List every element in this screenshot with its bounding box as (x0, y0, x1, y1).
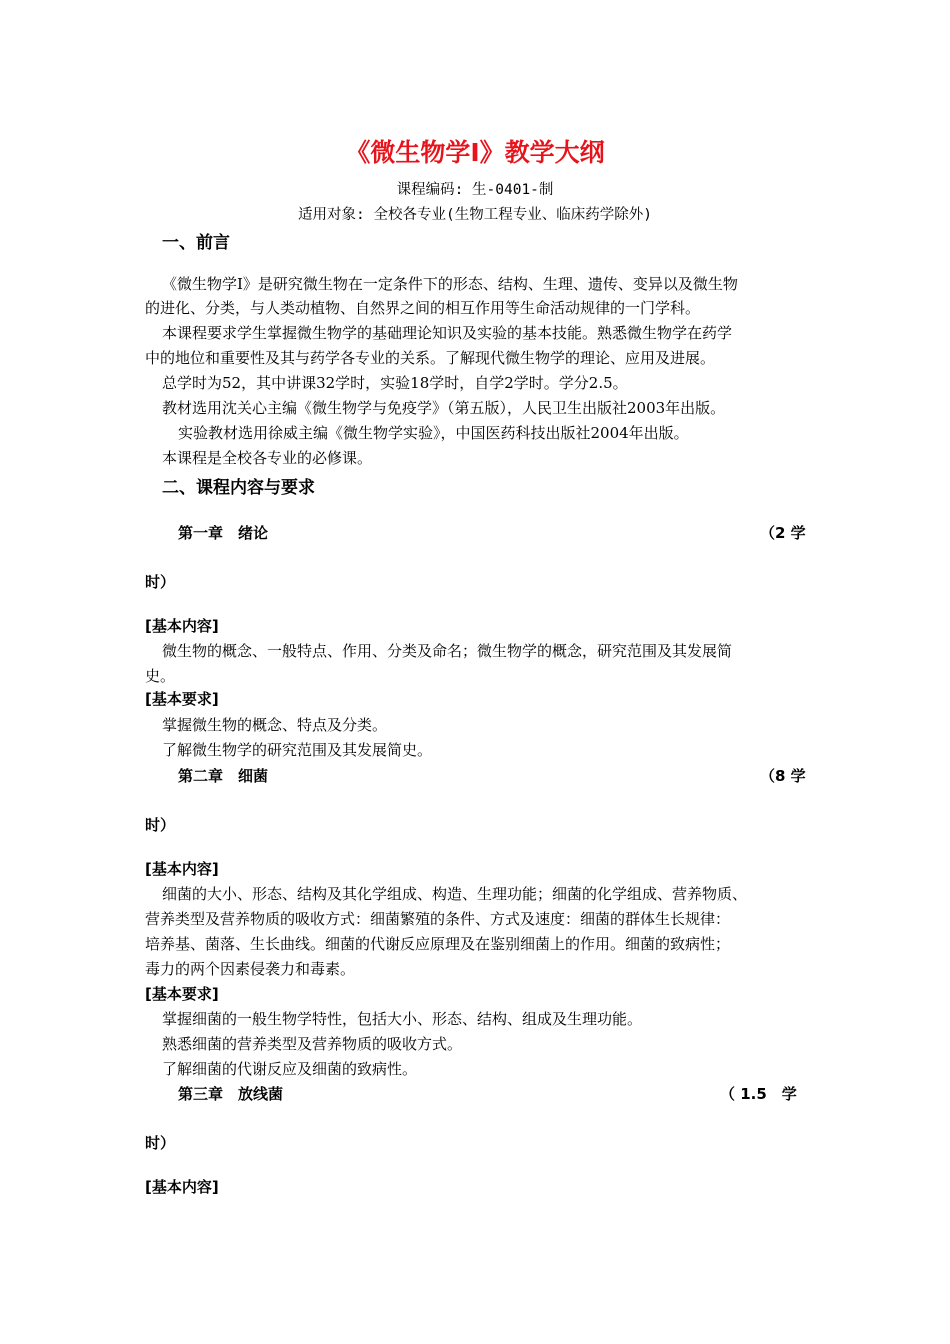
intro-paragraph-2b: 中的地位和重要性及其与药学各专业的关系。了解现代微生物学的理论、应用及进展。 (145, 349, 716, 367)
chapter-1-hours-end: 时） (145, 573, 176, 591)
chapter-1-content-b: 史。 (145, 667, 176, 685)
chapter-3-title: 第三章 放线菌 (178, 1085, 284, 1103)
chapter-3-basic-content-tag: [基本内容] (145, 1178, 219, 1196)
chapter-2-hours-end: 时） (145, 816, 176, 834)
chapter-1-hours: （2 学 (760, 524, 806, 542)
intro-paragraph-1b: 的进化、分类，与人类动植物、自然界之间的相互作用等生命活动规律的一门学科。 (145, 299, 701, 317)
chapter-2-content-d: 毒力的两个因素侵袭力和毒素。 (145, 960, 356, 978)
chapter-1-content-a: 微生物的概念、一般特点、作用、分类及命名；微生物学的概念，研究范围及其发展简 (162, 642, 733, 660)
chapter-1-title: 第一章 绪论 (178, 524, 269, 542)
chapter-1-basic-content-tag: [基本内容] (145, 617, 219, 635)
chapter-2-req-1: 掌握细菌的一般生物学特性，包括大小、形态、结构、组成及生理功能。 (162, 1010, 643, 1028)
chapter-2-title: 第二章 细菌 (178, 767, 269, 785)
audience: 适用对象: 全校各专业(生物工程专业、临床药学除外) (298, 207, 652, 223)
chapter-2-basic-content-tag: [基本内容] (145, 860, 219, 878)
chapter-2-hours: （8 学 (760, 767, 806, 785)
intro-paragraph-4: 教材选用沈关心主编《微生物学与免疫学》（第五版），人民卫生出版社2003年出版。 (162, 399, 726, 417)
course-code: 课程编码: 生-0401-制 (396, 182, 554, 198)
chapter-1-req-2: 了解微生物学的研究范围及其发展简史。 (162, 741, 433, 759)
chapter-1-basic-req-tag: [基本要求] (145, 690, 219, 708)
chapter-2-content-a: 细菌的大小、形态、结构及其化学组成、构造、生理功能；细菌的化学组成、营养物质、 (162, 885, 748, 903)
chapter-2-content-b: 营养类型及营养物质的吸收方式：细菌繁殖的条件、方式及速度：细菌的群体生长规律： (145, 910, 731, 928)
section-heading-content: 二、课程内容与要求 (162, 478, 315, 498)
intro-paragraph-1a: 《微生物学I》是研究微生物在一定条件下的形态、结构、生理、遗传、变异以及微生物 (162, 275, 738, 293)
intro-paragraph-2a: 本课程要求学生掌握微生物学的基础理论知识及实验的基本技能。熟悉微生物学在药学 (162, 324, 733, 342)
section-heading-preface: 一、前言 (162, 233, 230, 253)
chapter-2-req-2: 熟悉细菌的营养类型及营养物质的吸收方式。 (162, 1035, 463, 1053)
document-title: 《微生物学Ⅰ》教学大纲 (345, 138, 605, 167)
chapter-1-req-1: 掌握微生物的概念、特点及分类。 (162, 716, 388, 734)
intro-paragraph-5: 实验教材选用徐威主编《微生物学实验》，中国医药科技出版社2004年出版。 (178, 424, 689, 442)
chapter-3-hours: （ 1.5 学 (720, 1085, 797, 1103)
chapter-2-basic-req-tag: [基本要求] (145, 985, 219, 1003)
chapter-3-hours-end: 时） (145, 1134, 176, 1152)
chapter-2-req-3: 了解细菌的代谢反应及细菌的致病性。 (162, 1060, 418, 1078)
chapter-2-content-c: 培养基、菌落、生长曲线。细菌的代谢反应原理及在鉴别细菌上的作用。细菌的致病性； (145, 935, 731, 953)
intro-paragraph-3: 总学时为52，其中讲课32学时，实验18学时，自学2学时。学分2.5。 (162, 374, 628, 392)
intro-paragraph-6: 本课程是全校各专业的必修课。 (162, 449, 373, 467)
